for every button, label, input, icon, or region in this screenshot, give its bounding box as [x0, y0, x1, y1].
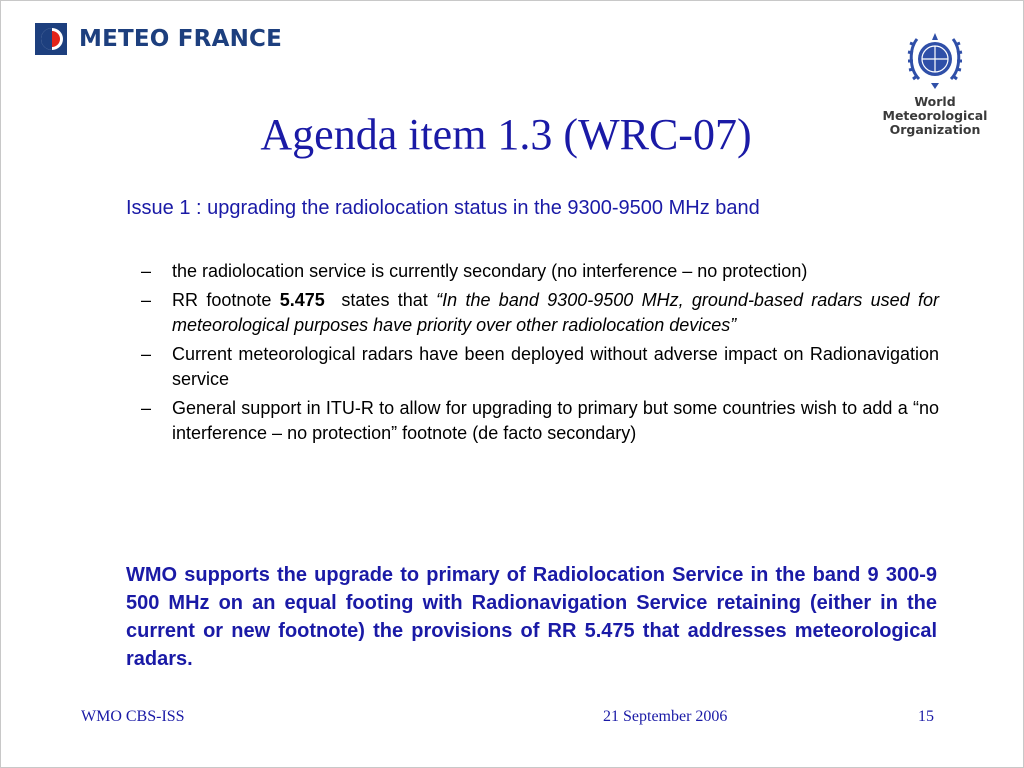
bullet-prefix: RR footnote: [172, 290, 280, 310]
wmo-wordmark-line: Organization: [889, 122, 981, 137]
footer-page-number: 15: [918, 708, 934, 725]
bullet-dash: –: [141, 398, 152, 418]
bullet-dash: –: [141, 261, 152, 281]
wmo-support-statement: WMO supports the upgrade to primary of Radiolocation Service in the band 9 300-9 500 MHz on an equal footing with Radionavigation Service retaining (either in the current or new footnote) the provisions of RR 5.475 that addresses meteorological radars.: [126, 564, 937, 670]
bullet-item: [141, 259, 939, 284]
bullet-text: General support in ITU-R to allow for upgrading to primary but some countries wish to add a “no interference – no protection” footnote (de facto secondary): [172, 398, 939, 443]
footnote-quote: “In the band 9300-9500 MHz, ground-based radars used for meteorological purposes have priority over other radiolocation devices”: [172, 290, 940, 335]
wmo-emblem-icon: [905, 25, 965, 91]
wmo-wordmark-line: Meteorological: [882, 108, 988, 123]
footer-source: WMO CBS-ISS: [81, 708, 185, 725]
bullet-text: the radiolocation service is currently secondary (no interference – no protection): [172, 261, 808, 281]
footnote-reference: 5.475: [279, 290, 325, 310]
bullet-item: [141, 342, 939, 392]
slide-title: Agenda item 1.3 (WRC-07): [260, 110, 752, 159]
bullet-middle: states that: [324, 290, 437, 310]
bullet-dash: –: [141, 344, 152, 364]
meteo-france-logo: [35, 23, 282, 55]
meteo-france-logo-icon: [35, 23, 67, 55]
bullet-list: [141, 259, 939, 450]
bullet-text: Current meteorological radars have been deployed without adverse impact on Radionavigation service: [172, 344, 939, 389]
footer-date: 21 September 2006: [603, 708, 728, 725]
meteo-france-wordmark: METEO FRANCE: [79, 26, 283, 52]
wmo-wordmark-line: World: [914, 94, 956, 109]
bullet-item: [141, 288, 939, 338]
bullet-dash: –: [141, 290, 152, 310]
bullet-item: [141, 396, 939, 446]
issue-heading: Issue 1 : upgrading the radiolocation status in the 9300-9500 MHz band: [126, 197, 760, 219]
